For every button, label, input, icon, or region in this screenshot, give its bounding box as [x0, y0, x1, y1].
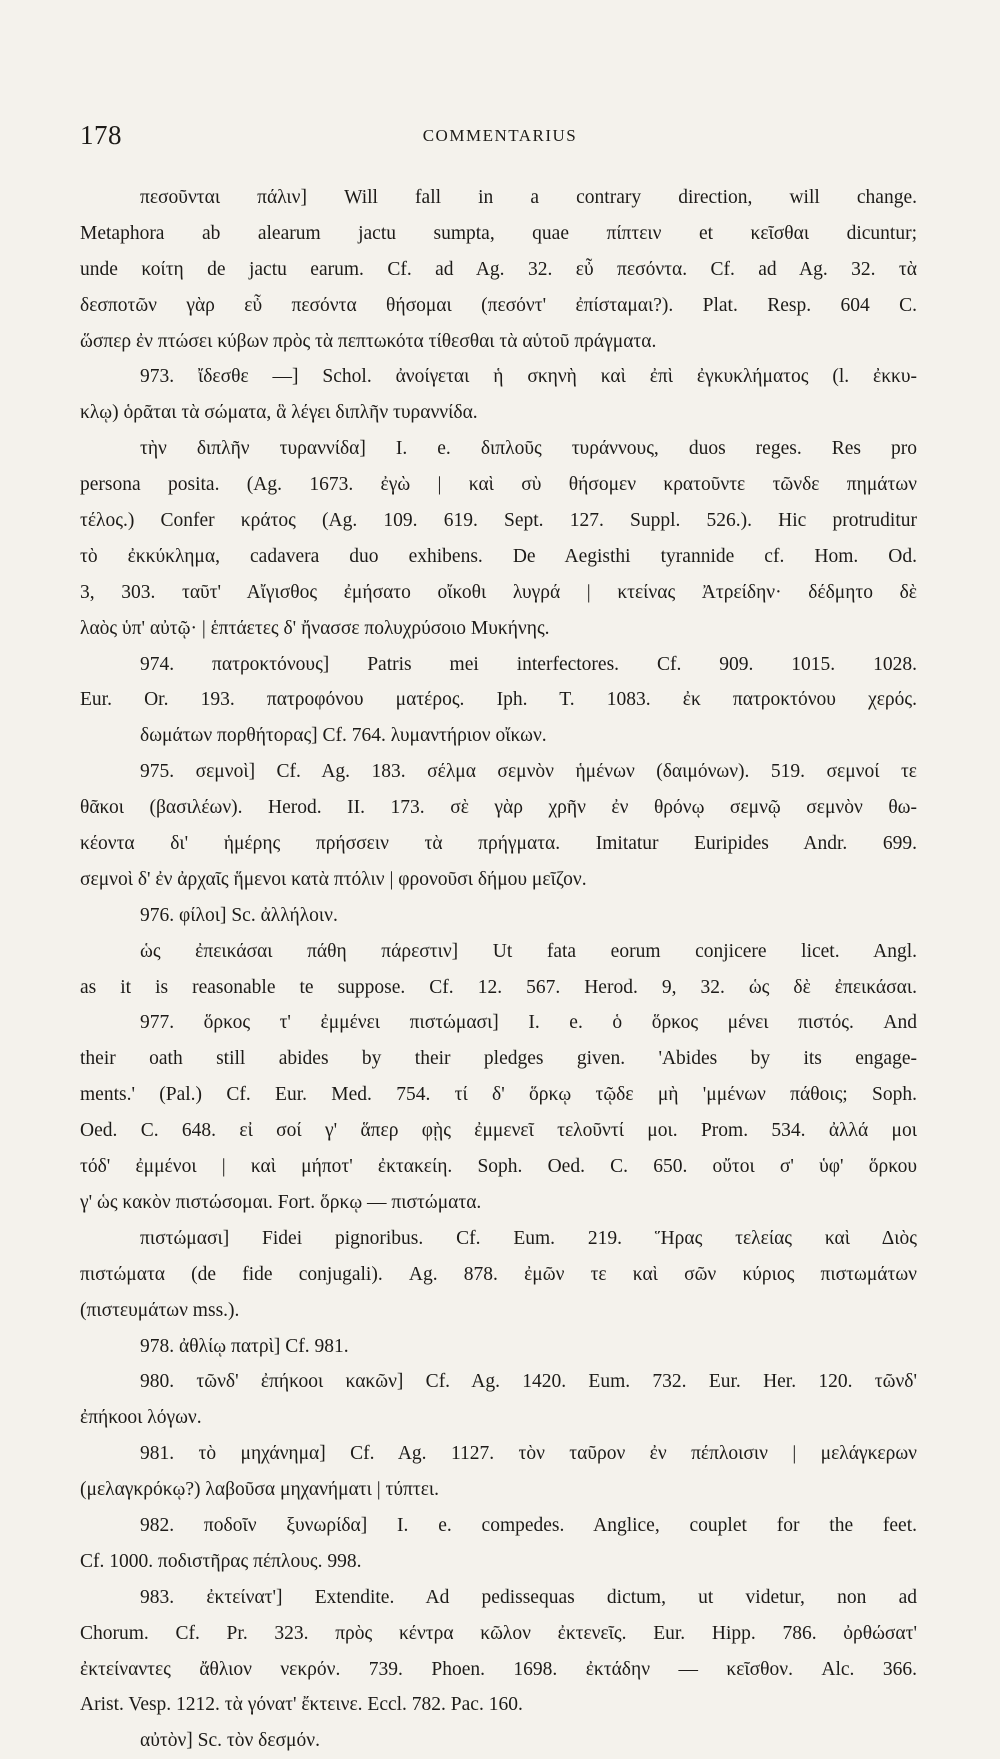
text-line: Cf. 1000. ποδιστῆρας πέπλους. 998.: [80, 1550, 362, 1572]
text-line: 980. τῶνδ' ἐπήκοοι κακῶν] Cf. Ag. 1420. Eum. 732. Eur. Her. 120. τῶνδ': [140, 1371, 917, 1393]
text-line: πιστώματα (de fide conjugali). Ag. 878. ἐμῶν τε καὶ σῶν κύριος πιστωμάτων: [80, 1263, 917, 1285]
text-line: ments.' (Pal.) Cf. Eur. Med. 754. τί δ' ὅρκῳ τῷδε μὴ 'μμένων πάθοις; Soph.: [80, 1084, 917, 1106]
text-line: 3, 303. ταῦτ' Αἴγισθος ἐμήσατο οἴκοθι λυγρά | κτείνας Ἀτρείδην· δέδμητο δὲ: [80, 581, 917, 603]
commentary-body: [80, 180, 917, 1759]
text-line: ὥσπερ ἐν πτώσει κύβων πρὸς τὰ πεπτωκότα τίθεσθαι τὰ αὑτοῦ πράγματα.: [80, 330, 657, 352]
text-line: 974. πατροκτόνους] Patris mei interfectores. Cf. 909. 1015. 1028.: [140, 653, 917, 675]
text-line: πιστώμασι] Fidei pignoribus. Cf. Eum. 219. Ἥρας τελείας καὶ Διὸς: [140, 1227, 917, 1249]
text-line: ἐκτείναντες ἄθλιον νεκρόν. 739. Phoen. 1698. ἐκτάδην — κεῖσθον. Alc. 366.: [80, 1658, 917, 1680]
text-line: τέλος.) Confer κράτος (Ag. 109. 619. Sept. 127. Suppl. 526.). Hic protruditur: [80, 510, 917, 532]
text-line: 978. ἀθλίῳ πατρὶ] Cf. 981.: [140, 1335, 349, 1357]
text-line: 982. ποδοῖν ξυνωρίδα] I. e. compedes. Anglice, couplet for the feet.: [140, 1514, 917, 1536]
text-line: persona posita. (Ag. 1673. ἐγὼ | καὶ σὺ θήσομεν κρατοῦντε τῶνδε πημάτων: [80, 474, 917, 496]
text-line: πεσοῦνται πάλιν] Will fall in a contrary direction, will change.: [140, 187, 917, 208]
text-line: ἐπήκοοι λόγων.: [80, 1407, 202, 1429]
text-line: their oath still abides by their pledges given. 'Abides by its engage-: [80, 1048, 917, 1070]
text-line: αὐτὸν] Sc. τὸν δεσμόν.: [140, 1730, 320, 1752]
text-line: 983. ἐκτείνατ'] Extendite. Ad pedissequas dictum, ut videtur, non ad: [140, 1586, 917, 1608]
text-line: 976. φίλοι] Sc. ἀλλήλοιν.: [140, 904, 338, 926]
text-line: σεμνοὶ δ' ἐν ἀρχαῖς ἥμενοι κατὰ πτόλιν | φρονοῦσι δήμου μεῖζον.: [80, 868, 587, 890]
text-line: 973. ἴδεσθε —] Schol. ἀνοίγεται ἡ σκηνὴ καὶ ἐπὶ ἐγκυκλήματος (l. ἐκκυ-: [140, 366, 917, 388]
page-header: [80, 120, 920, 160]
text-line: λαὸς ὑπ' αὐτῷ· | ἑπτάετες δ' ἤνασσε πολυχρύσοιο Μυκήνης.: [80, 617, 550, 639]
text-line: 977. ὅρκος τ' ἐμμένει πιστώμασι] I. e. ὁ ὅρκος μένει πιστός. And: [140, 1012, 917, 1034]
text-line: as it is reasonable te suppose. Cf. 12. 567. Herod. 9, 32. ὡς δὲ ἐπεικάσαι.: [80, 976, 917, 998]
text-line: δεσποτῶν γὰρ εὖ πεσόντα θήσομαι (πεσόντ' ἐπίσταμαι?). Plat. Resp. 604 C.: [80, 294, 917, 316]
text-line: γ' ὡς κακὸν πιστώσομαι. Fort. ὅρκῳ — πιστώματα.: [80, 1191, 482, 1213]
running-head: COMMENTARIUS: [422, 126, 578, 145]
text-line: unde κοίτη de jactu earum. Cf. ad Ag. 32. εὖ πεσόντα. Cf. ad Ag. 32. τὰ: [80, 258, 917, 280]
text-line: Oed. C. 648. εἰ σοί γ' ἅπερ φῂς ἐμμενεῖ τελοῦντί μοι. Prom. 534. ἀλλά μοι: [80, 1120, 917, 1142]
text-line: (πιστευμάτων mss.).: [80, 1299, 240, 1321]
text-line: Eur. Or. 193. πατροφόνου ματέρος. Iph. T. 1083. ἐκ πατροκτόνου χερός.: [80, 689, 917, 711]
text-line: δωμάτων πορθήτορας] Cf. 764. λυμαντήριον οἴκων.: [140, 725, 547, 747]
text-line: (μελαγκρόκῳ?) λαβοῦσα μηχανήματι | τύπτει.: [80, 1479, 440, 1501]
text-line: τὴν διπλῆν τυραννίδα] I. e. διπλοῦς τυράννους, duos reges. Res pro: [140, 438, 917, 460]
text-line: Arist. Vesp. 1212. τὰ γόνατ' ἔκτεινε. Eccl. 782. Pac. 160.: [80, 1694, 523, 1716]
text-line: Metaphora ab alearum jactu sumpta, quae πίπτειν et κεῖσθαι dicuntur;: [80, 222, 917, 244]
text-line: κέοντα δι' ἡμέρης πρήσσειν τὰ πρήγματα. Imitatur Euripides Andr. 699.: [80, 833, 917, 855]
text-line: ὡς ἐπεικάσαι πάθη πάρεστιν] Ut fata eorum conjicere licet. Angl.: [140, 940, 917, 962]
text-line: τὸ ἐκκύκλημα, cadavera duo exhibens. De Aegisthi tyrannide cf. Hom. Od.: [80, 545, 917, 567]
page-number: 178: [80, 120, 122, 150]
text-line: θᾶκοι (βασιλέων). Herod. II. 173. σὲ γὰρ χρῆν ἐν θρόνῳ σεμνῷ σεμνὸν θω-: [80, 797, 917, 819]
text-line: κλῳ) ὁρᾶται τὰ σώματα, ἃ λέγει διπλῆν τυραννίδα.: [80, 402, 478, 424]
text-line: τόδ' ἐμμένοι | καὶ μήποτ' ἐκτακείη. Soph. Oed. C. 650. οὔτοι σ' ὑφ' ὅρκου: [80, 1156, 917, 1178]
text-line: Chorum. Cf. Pr. 323. πρὸς κέντρα κῶλον ἐκτενεῖς. Eur. Hipp. 786. ὀρθώσατ': [80, 1622, 917, 1644]
text-line: 975. σεμνοὶ] Cf. Ag. 183. σέλμα σεμνὸν ἡμένων (δαιμόνων). 519. σεμνοί τε: [140, 761, 917, 783]
text-line: 981. τὸ μηχάνημα] Cf. Ag. 1127. τὸν ταῦρον ἐν πέπλοισιν | μελάγκερων: [140, 1443, 917, 1465]
